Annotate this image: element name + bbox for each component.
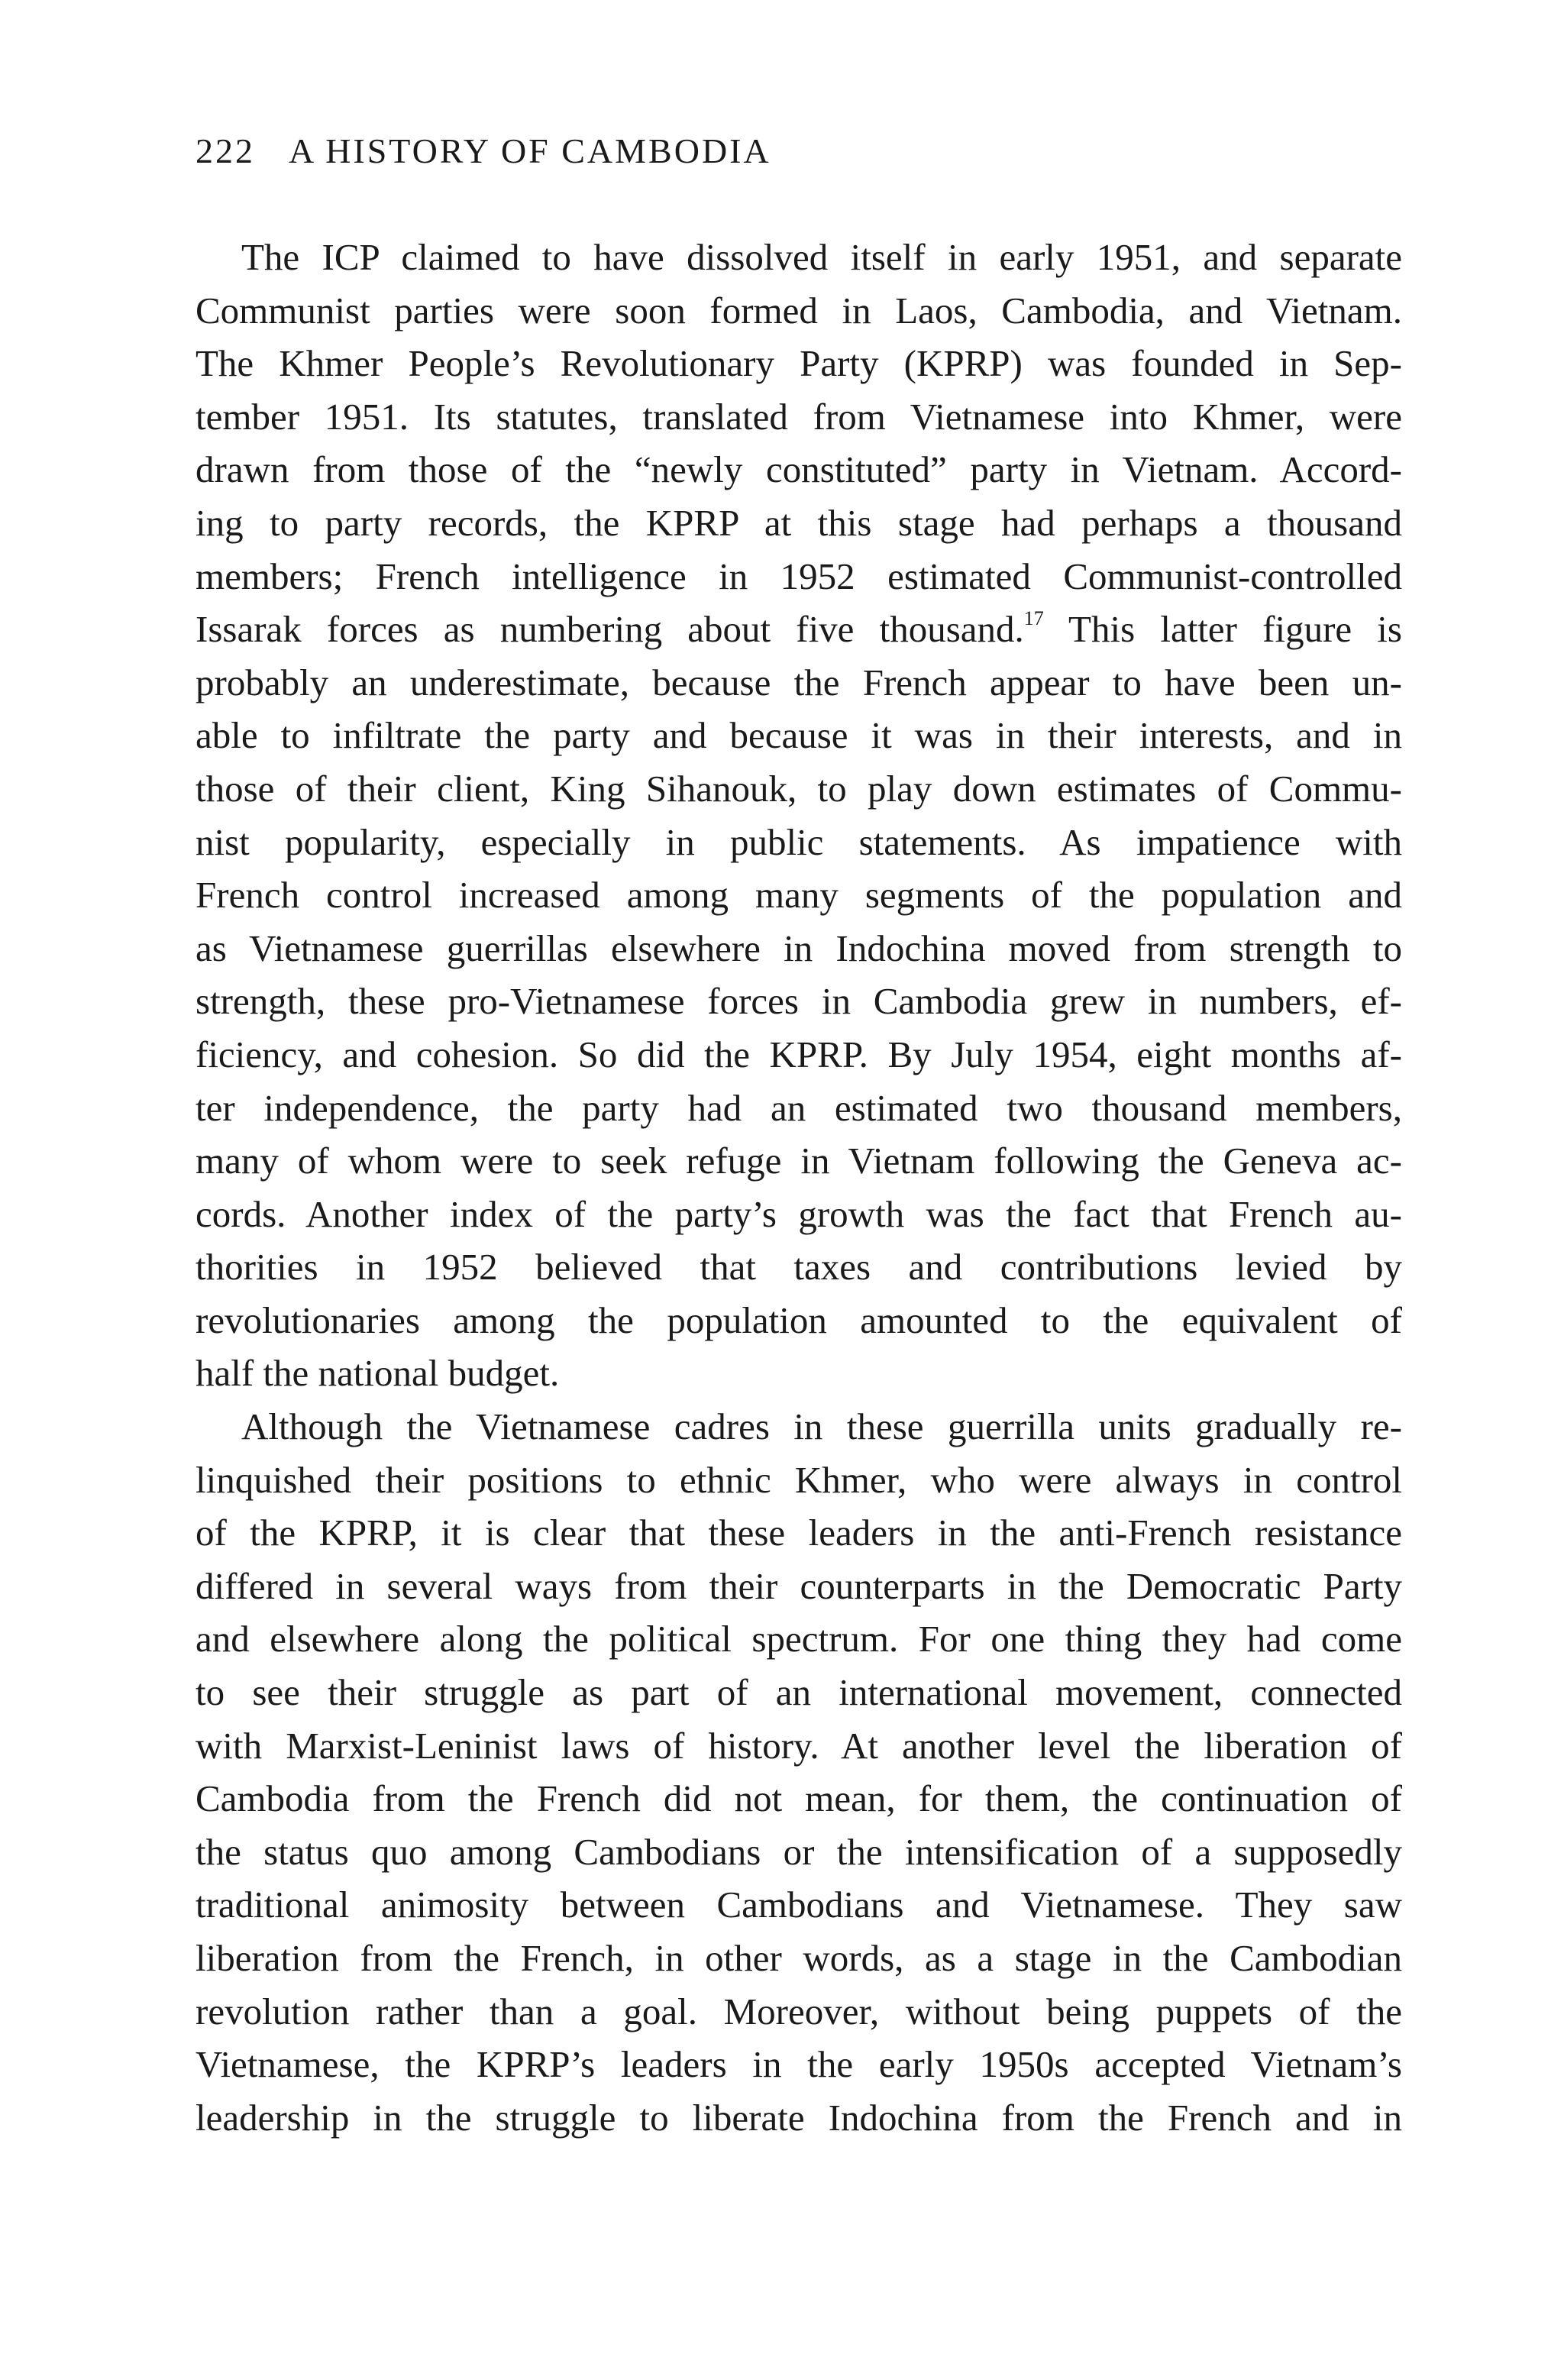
paragraph xyxy=(196,231,1402,1400)
text-line: revolution rather than a goal. Moreover, without being puppets of the xyxy=(196,1990,1402,2032)
text-line: those of their client, King Sihanouk, to play down estimates of Commu- xyxy=(196,767,1402,810)
text-line: thorities in 1952 believed that taxes and contributions levied by xyxy=(196,1246,1402,1289)
text-line: ing to party records, the KPRP at this stage had perhaps a thousand xyxy=(196,501,1402,544)
text-line: members; French intelligence in 1952 estimated Communist-controlled xyxy=(196,555,1402,597)
footnote-reference[interactable]: 17 xyxy=(1023,607,1044,630)
text-line: Cambodia from the French did not mean, for them, the continuation of xyxy=(196,1777,1402,1820)
text-line: The ICP claimed to have dissolved itself in early 1951, and separate xyxy=(241,236,1402,278)
text-line: traditional animosity between Cambodians and Vietnamese. They saw xyxy=(196,1884,1402,1926)
text-line: differed in several ways from their counterparts in the Democratic Party xyxy=(196,1564,1402,1607)
text-line: ter independence, the party had an estimated two thousand members, xyxy=(196,1086,1402,1129)
paragraph xyxy=(196,1400,1402,2144)
text-line: many of whom were to seek refuge in Vietnam following the Geneva ac- xyxy=(196,1140,1402,1182)
text-line: with Marxist-Leninist laws of history. At another level the liberation of xyxy=(196,1724,1402,1767)
text-line: tember 1951. Its statutes, translated from Vietnamese into Khmer, were xyxy=(196,395,1402,438)
text-segment: This latter figure is xyxy=(1043,608,1402,651)
text-segment: Issarak forces as numbering about five thousand. xyxy=(196,608,1024,651)
text-line: probably an underestimate, because the French appear to have been un- xyxy=(196,661,1402,703)
text-line: drawn from those of the “newly constituted” party in Vietnam. Accord- xyxy=(196,448,1402,491)
text-line: the status quo among Cambodians or the intensification of a supposedly xyxy=(196,1830,1402,1873)
text-line: Although the Vietnamese cadres in these guerrilla units gradually re- xyxy=(241,1405,1402,1448)
text-line: to see their struggle as part of an international movement, connected xyxy=(196,1671,1402,1714)
text-line: and elsewhere along the political spectrum. For one thing they had come xyxy=(196,1618,1402,1661)
text-line xyxy=(196,603,1402,656)
text-line: linquished their positions to ethnic Khmer, who were always in control xyxy=(196,1458,1402,1501)
text-line: Vietnamese, the KPRP’s leaders in the early 1950s accepted Vietnam’s xyxy=(196,2043,1402,2086)
page-number: 222 xyxy=(196,131,255,170)
text-line: ficiency, and cohesion. So did the KPRP. By July 1954, eight months af- xyxy=(196,1033,1402,1075)
running-head xyxy=(196,128,771,174)
text-line: strength, these pro-Vietnamese forces in Cambodia grew in numbers, ef- xyxy=(196,980,1402,1023)
text-line: liberation from the French, in other words, as a stage in the Cambodian xyxy=(196,1937,1402,1979)
text-line: half the national budget. xyxy=(196,1352,560,1395)
text-line: able to infiltrate the party and because it was in their interests, and in xyxy=(196,714,1402,757)
text-line: of the KPRP, it is clear that these leaders in the anti-French resistance xyxy=(196,1512,1402,1554)
text-line: French control increased among many segments of the population and xyxy=(196,874,1402,917)
text-line: Communist parties were soon formed in Laos, Cambodia, and Vietnam. xyxy=(196,289,1402,331)
book-title: A HISTORY OF CAMBODIA xyxy=(289,131,771,170)
body-text xyxy=(196,231,1402,2144)
text-line: revolutionaries among the population amounted to the equivalent of xyxy=(196,1298,1402,1341)
text-line: as Vietnamese guerrillas elsewhere in Indochina moved from strength to xyxy=(196,926,1402,969)
text-line: leadership in the struggle to liberate Indochina from the French and in xyxy=(196,2096,1402,2139)
text-line: The Khmer People’s Revolutionary Party (KPRP) was founded in Sep- xyxy=(196,342,1402,385)
text-line: cords. Another index of the party’s growth was the fact that French au- xyxy=(196,1192,1402,1235)
text-line: nist popularity, especially in public statements. As impatience with xyxy=(196,820,1402,863)
